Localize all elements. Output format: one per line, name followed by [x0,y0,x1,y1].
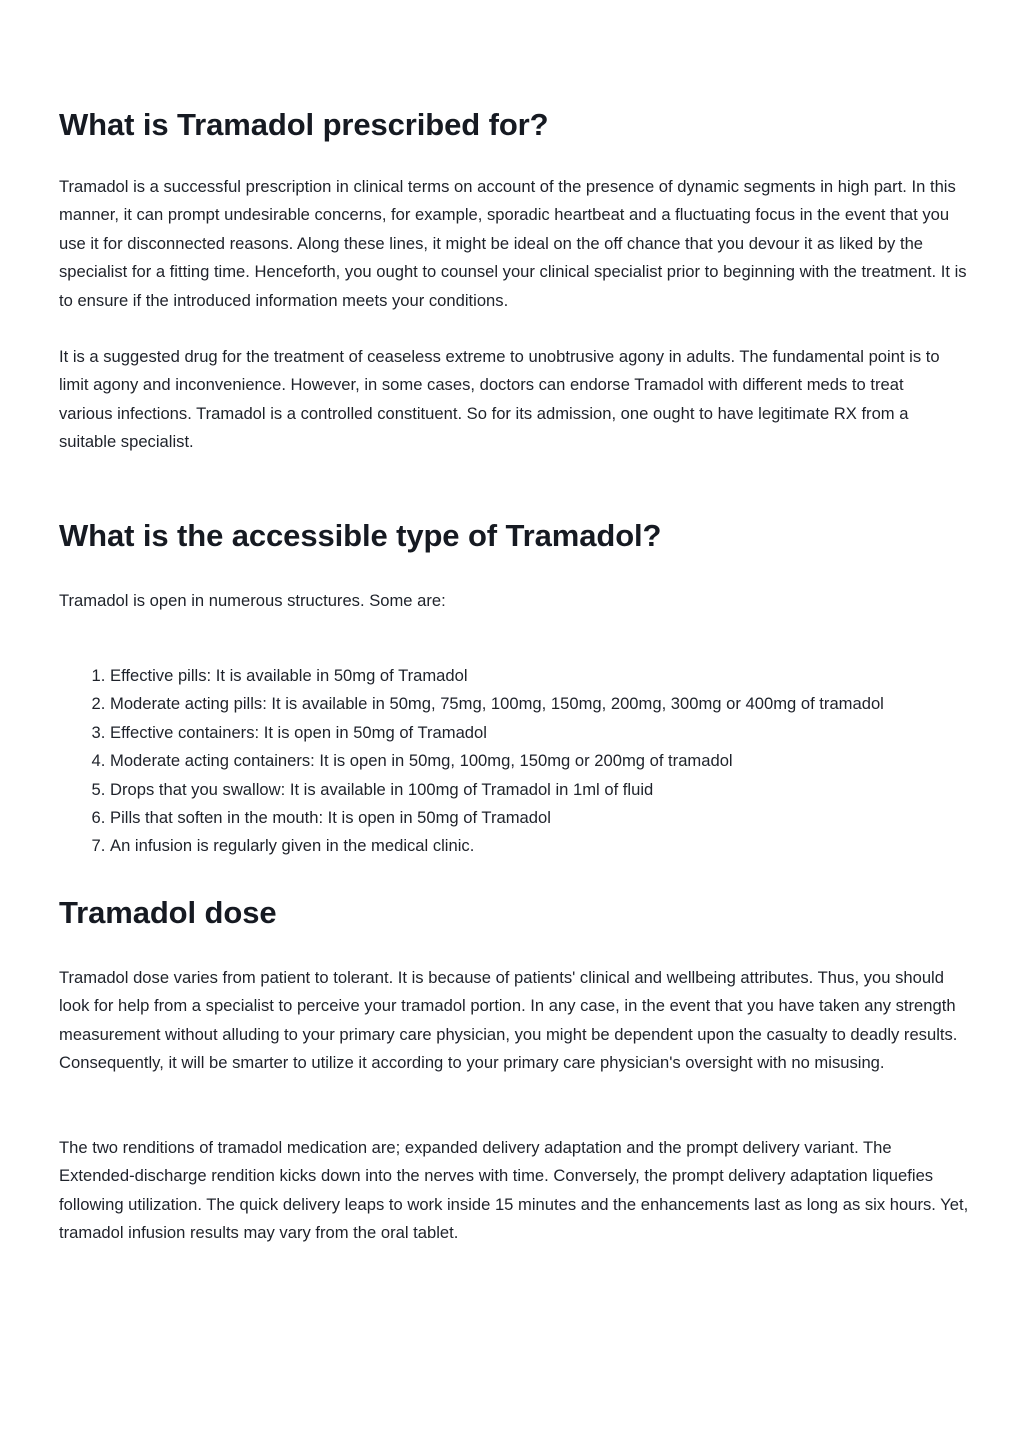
list-item: 2. Moderate acting pills: It is available in 50mg, 75mg, 100mg, 150mg, 200mg, 300mg or 400mg of tramadol [110,690,1022,718]
list-item: 1. Effective pills: It is available in 50mg of Tramadol [110,662,1022,690]
section-heading-dose: Tramadol dose [59,895,277,930]
paragraph-dose-2: The two renditions of tramadol medication are; expanded delivery adaptation and the prompt delivery variant. The Extended-discharge rendition kicks down into the nerves with time. Conversely, the prompt delivery adaptation liquefies following utilization. The quick delivery leaps to work inside 15 minutes and the enhancements last as long as six hours. Yet, tramadol infusion results may vary from the oral tablet. [59,1138,969,1243]
paragraph-prescribed-2: It is a suggested drug for the treatment of ceaseless extreme to unobtrusive agony in adults. The fundamental point is to limit agony and inconvenience. However, in some cases, doctors can endorse Tramadol with different meds to treat various infections. Tramadol is a controlled constituent. So for its admission, one ought to have legitimate RX from a suitable specialist. [59,347,940,452]
forms-list [59,662,1022,861]
list-item: 5. Drops that you swallow: It is available in 100mg of Tramadol in 1ml of fluid [110,776,1022,804]
list-item: 6. Pills that soften in the mouth: It is open in 50mg of Tramadol [110,804,1022,832]
section-heading-accessible-type: What is the accessible type of Tramadol? [59,518,662,553]
paragraph-accessible-intro: Tramadol is open in numerous structures. Some are: [59,591,446,610]
list-item: 4. Moderate acting containers: It is open in 50mg, 100mg, 150mg or 200mg of tramadol [110,747,1022,775]
paragraph-prescribed-1: Tramadol is a successful prescription in clinical terms on account of the presence of dynamic segments in high part. In this manner, it can prompt undesirable concerns, for example, sporadic heartbeat and a fluctuating focus in the event that you use it for disconnected reasons. Along these lines, it might be ideal on the off chance that you devour it as liked by the specialist for a fitting time. Henceforth, you ought to counsel your clinical specialist prior to beginning with the treatment. It is to ensure if the introduced information meets your conditions. [59,177,967,310]
paragraph-dose-1: Tramadol dose varies from patient to tolerant. It is because of patients' clinical and wellbeing attributes. Thus, you should look for help from a specialist to perceive your tramadol portion. In any case, in the event that you have taken any strength measurement without alluding to your primary care physician, you might be dependent upon the casualty to deadly results. Consequently, it will be smarter to utilize it according to your primary care physician's oversight with no misusing. [59,968,958,1073]
section-heading-prescribed-for: What is Tramadol prescribed for? [59,107,549,142]
list-item: 7. An infusion is regularly given in the medical clinic. [110,832,1022,860]
list-item: 3. Effective containers: It is open in 50mg of Tramadol [110,719,1022,747]
